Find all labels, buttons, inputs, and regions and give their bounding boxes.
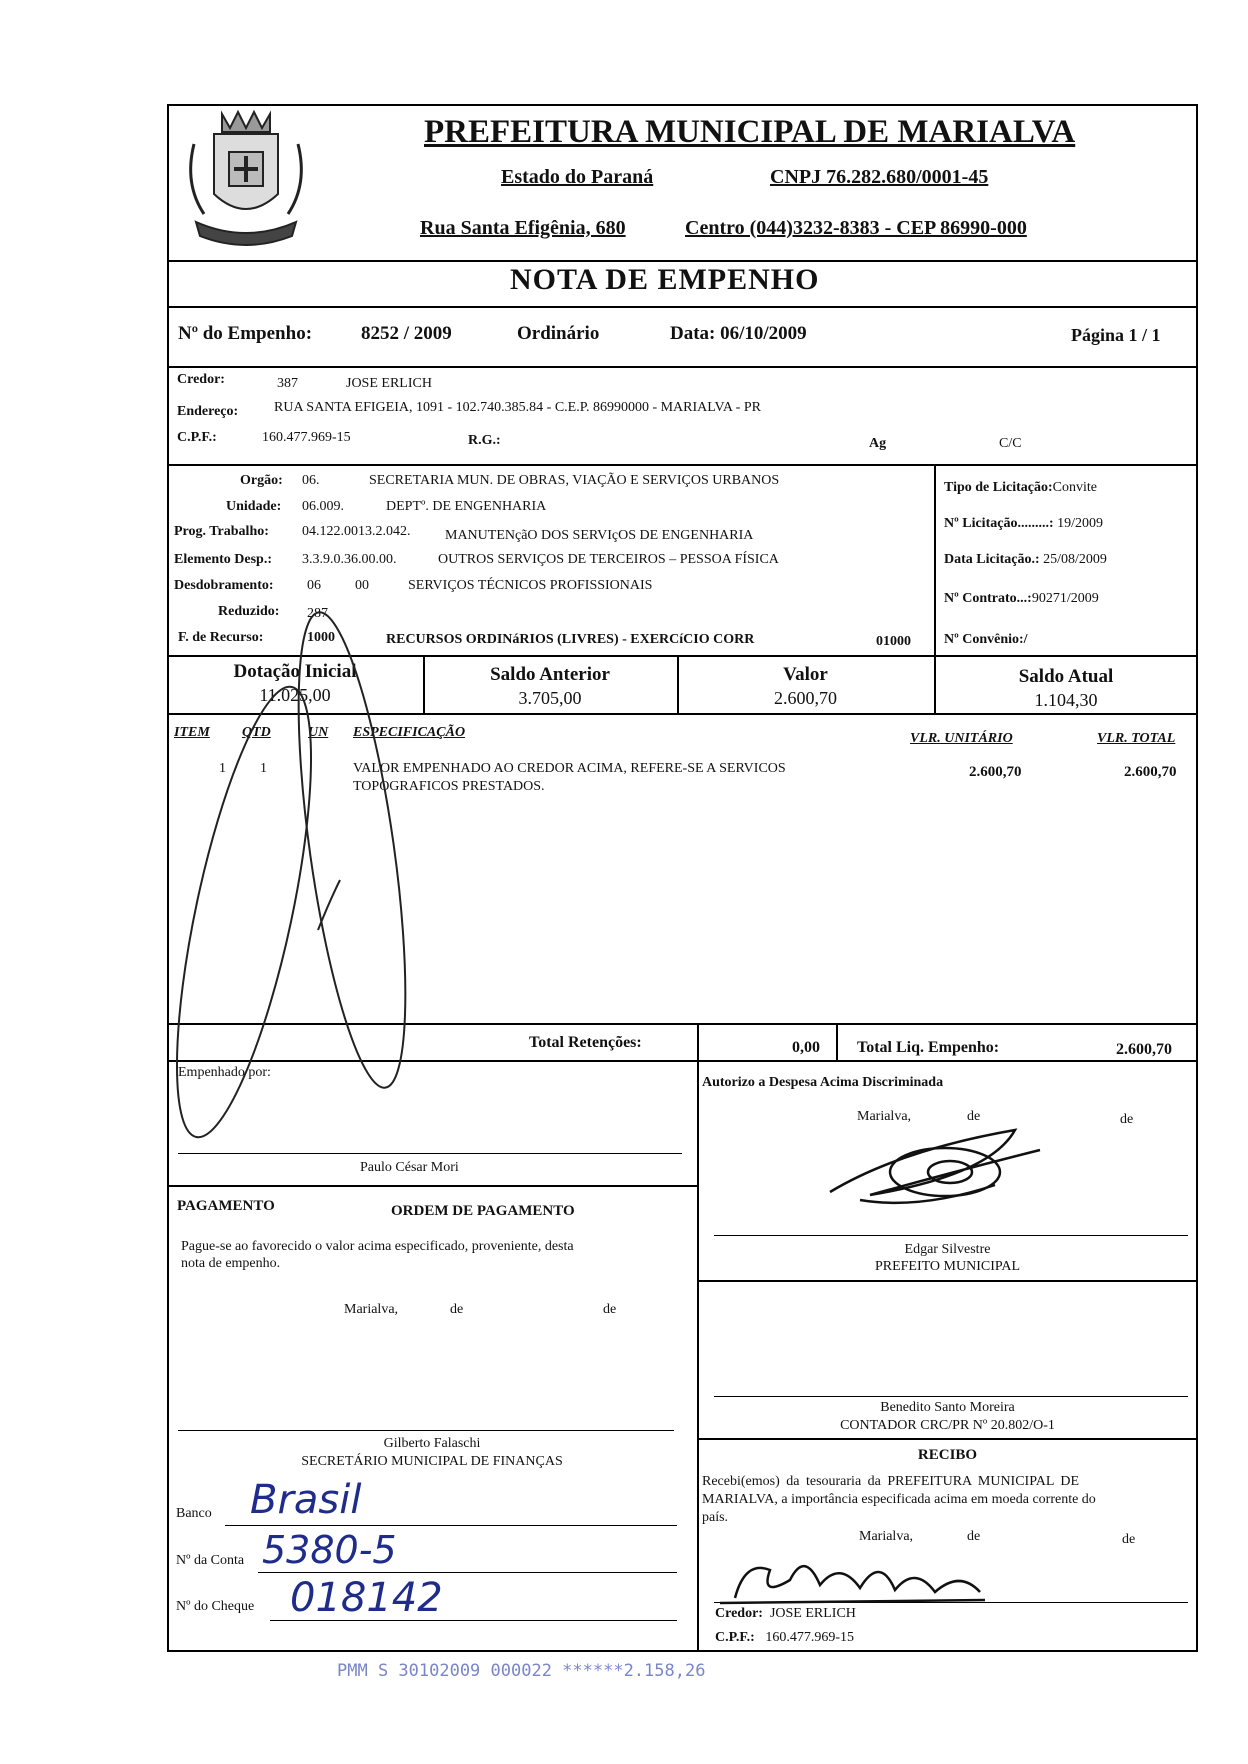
fonte-number: 01000 — [876, 634, 911, 649]
cnpj-label: CNPJ 76.282.680/0001-45 — [770, 166, 989, 188]
col-un: UN — [308, 725, 329, 740]
numero-convenio: Nº Convênio:/ — [944, 632, 1028, 647]
page-title: PREFEITURA MUNICIPAL DE MARIALVA — [424, 114, 1076, 150]
recibo-city: Marialva, — [859, 1529, 914, 1544]
elemento-code: 3.3.9.0.36.00.00. — [302, 552, 397, 567]
pagamento-city: Marialva, — [344, 1302, 399, 1317]
doc-title: NOTA DE EMPENHO — [510, 263, 820, 296]
col-vlr-unitario: VLR. UNITÁRIO — [910, 731, 1013, 746]
recibo-de1: de — [967, 1529, 981, 1544]
endereco-value: RUA SANTA EFIGEIA, 1091 - 102.740.385.84 - C.E.P. 86990000 - MARIALVA - PR — [274, 400, 761, 415]
cheque-value: 018142 — [290, 1575, 443, 1621]
recibo-text3: país. — [702, 1510, 729, 1525]
empenho-number: 8252 / 2009 — [361, 323, 452, 344]
recibo-cpf: C.P.F.: 160.477.969-15 — [715, 1630, 854, 1645]
recibo-credor: Credor: JOSE ERLICH — [715, 1606, 856, 1621]
empenho-date: Data: 06/10/2009 — [670, 323, 807, 344]
recibo-text2: MARIALVA, a importância especificada acima em moeda corrente do — [702, 1492, 1096, 1507]
orgao-desc: SECRETARIA MUN. DE OBRAS, VIAÇÃO E SERVIÇOS URBANOS — [369, 473, 780, 488]
saldo-anterior-value: 3.705,00 — [518, 688, 582, 708]
page-number: Página 1 / 1 — [1071, 325, 1161, 345]
saldo-atual-value: 1.104,30 — [1034, 690, 1098, 710]
fonte-label: F. de Recurso: — [178, 630, 264, 645]
pagamento-de2: de — [603, 1302, 617, 1317]
reduzido-value: 287 — [307, 606, 328, 621]
autorizo-city: Marialva, — [857, 1109, 912, 1124]
col-qtd: QTD — [242, 725, 271, 740]
dotacao-label: Dotação Inicial — [233, 661, 357, 682]
item-number: 1 — [219, 761, 226, 776]
cc-label: C/C — [999, 436, 1022, 451]
item-desc-line2: TOPOGRAFICOS PRESTADOS. — [353, 779, 545, 794]
recibo-de2: de — [1122, 1532, 1136, 1547]
cpf-label: C.P.F.: — [177, 430, 217, 445]
pagamento-text1: Pague-se ao favorecido o valor acima especificado, proveniente, desta — [181, 1239, 574, 1254]
orgao-label: Orgão: — [240, 473, 283, 488]
credor-label: Credor: — [177, 372, 225, 387]
machine-stamp: PMM S 30102009 000022 ******2.158,26 — [337, 1661, 706, 1681]
fonte-code: 1000 — [307, 630, 335, 645]
credor-name: JOSE ERLICH — [346, 376, 432, 391]
data-licitacao: Data Licitação.: 25/08/2009 — [944, 552, 1107, 567]
col-item: ITEM — [174, 725, 210, 740]
valor-value: 2.600,70 — [774, 688, 837, 708]
recibo-title: RECIBO — [917, 1447, 978, 1463]
numero-licitacao: Nº Licitação.........: 19/2009 — [944, 516, 1103, 531]
col-vlr-total: VLR. TOTAL — [1097, 731, 1176, 746]
autorizo-de1: de — [967, 1109, 981, 1124]
fonte-desc: RECURSOS ORDINáRIOS (LIVRES) - EXERCíCIO CORR — [386, 632, 755, 647]
empenhado-label: Empenhado por: — [178, 1065, 271, 1080]
recibo-text1: Recebi(emos) da tesouraria da PREFEITURA MUNICIPAL DE — [702, 1474, 1080, 1489]
autorizo-de2: de — [1120, 1112, 1134, 1127]
cheque-label: Nº do Cheque — [176, 1599, 255, 1614]
address-label: Rua Santa Efigênia, 680 — [420, 217, 626, 239]
retencoes-value: 0,00 — [792, 1039, 820, 1056]
rg-label: R.G.: — [468, 433, 501, 448]
item-desc-line1: VALOR EMPENHADO AO CREDOR ACIMA, REFERE-SE A SERVICOS — [353, 761, 786, 776]
unidade-desc: DEPTº. DE ENGENHARIA — [386, 499, 547, 514]
liquido-label: Total Liq. Empenho: — [857, 1039, 1000, 1056]
state-label: Estado do Paraná — [501, 166, 654, 188]
orgao-code: 06. — [302, 473, 320, 488]
item-qtd: 1 — [260, 761, 267, 776]
contador-role: CONTADOR CRC/PR Nº 20.802/O-1 — [840, 1418, 1055, 1433]
autorizo-label: Autorizo a Despesa Acima Discriminada — [702, 1075, 944, 1090]
credor-code: 387 — [277, 376, 298, 391]
saldo-anterior-label: Saldo Anterior — [490, 664, 610, 685]
col-especificacao: ESPECIFICAÇÃO — [353, 725, 466, 740]
unidade-label: Unidade: — [226, 499, 282, 514]
prefeito-name: Edgar Silvestre — [904, 1242, 991, 1257]
secretario-name: Gilberto Falaschi — [383, 1436, 481, 1451]
dotacao-value: 11.025,00 — [259, 685, 331, 705]
prog-code: 04.122.0013.2.042. — [302, 524, 411, 539]
banco-value: Brasil — [250, 1477, 362, 1523]
conta-label: Nº da Conta — [176, 1553, 245, 1568]
contador-name: Benedito Santo Moreira — [880, 1400, 1015, 1415]
item-unit-value: 2.600,70 — [969, 764, 1022, 780]
retencoes-label: Total Retenções: — [529, 1034, 642, 1051]
contact-label: Centro (044)3232-8383 - CEP 86990-000 — [685, 217, 1027, 239]
desdobramento-label: Desdobramento: — [174, 578, 274, 593]
ag-label: Ag — [869, 436, 887, 451]
empenhado-name: Paulo César Mori — [360, 1160, 459, 1175]
conta-value: 5380-5 — [262, 1528, 397, 1572]
item-total-value: 2.600,70 — [1124, 764, 1177, 780]
endereco-label: Endereço: — [177, 404, 239, 419]
banco-label: Banco — [176, 1506, 212, 1521]
tipo-licitacao: Tipo de Licitação:Convite — [944, 480, 1097, 495]
pagamento-de1: de — [450, 1302, 464, 1317]
liquido-value: 2.600,70 — [1116, 1041, 1172, 1058]
valor-label: Valor — [783, 664, 828, 685]
empenho-type: Ordinário — [517, 323, 600, 344]
unidade-code: 06.009. — [302, 499, 344, 514]
prog-label: Prog. Trabalho: — [174, 524, 269, 539]
secretario-role: SECRETÁRIO MUNICIPAL DE FINANÇAS — [301, 1454, 563, 1469]
numero-contrato: Nº Contrato...:90271/2009 — [944, 591, 1099, 606]
saldo-atual-label: Saldo Atual — [1018, 666, 1114, 687]
prefeito-role: PREFEITO MUNICIPAL — [874, 1259, 1021, 1274]
prog-desc: MANUTENçãO DOS SERVIçOS DE ENGENHARIA — [445, 528, 754, 543]
desdobramento-code2: 00 — [355, 578, 369, 593]
reduzido-label: Reduzido: — [218, 604, 280, 619]
ordem-pagamento-label: ORDEM DE PAGAMENTO — [391, 1203, 575, 1219]
elemento-desc: OUTROS SERVIÇOS DE TERCEIROS – PESSOA FÍSICA — [438, 552, 779, 567]
desdobramento-code1: 06 — [307, 578, 321, 593]
desdobramento-desc: SERVIÇOS TÉCNICOS PROFISSIONAIS — [408, 578, 653, 593]
empenho-number-label: Nº do Empenho: — [178, 323, 313, 344]
pagamento-label: PAGAMENTO — [177, 1198, 275, 1214]
cpf-value: 160.477.969-15 — [262, 430, 351, 445]
pagamento-text2: nota de empenho. — [181, 1256, 281, 1271]
elemento-label: Elemento Desp.: — [174, 552, 272, 567]
